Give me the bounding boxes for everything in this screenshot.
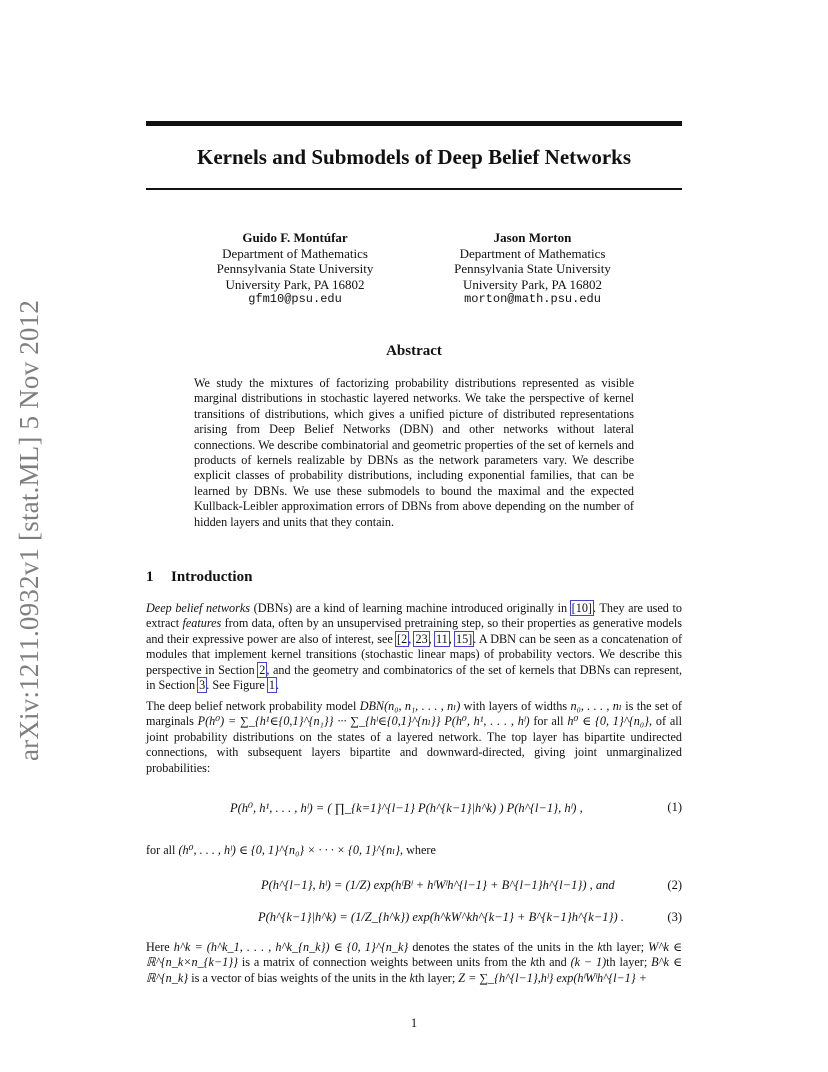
- inline-math: W^k ∈ ℝ^{n_k×n_{k−1}}: [146, 940, 682, 970]
- inline-math: k: [530, 955, 536, 970]
- section-heading: [146, 569, 252, 586]
- body-text: th and: [535, 955, 571, 970]
- body-text: for all: [529, 714, 568, 729]
- section-link[interactable]: 3: [199, 678, 206, 693]
- inline-math: h^k = (h^k_1, . . . , h^k_{n_k}) ∈ {0, 1}^{n_k}: [173, 940, 409, 954]
- body-text: with layers of widths: [460, 699, 571, 713]
- page-number: 1: [410, 1016, 418, 1030]
- inline-math: k: [409, 970, 415, 985]
- author-location: University Park, PA 16802: [463, 276, 602, 292]
- intro-paragraph-3: [146, 843, 682, 858]
- intro-paragraph-1: Deep belief networks (DBNs) are a kind of learning machine introduced originally in [10]. They are used to extract features from data, often by an unsupervised pretraining step, so their properties as generative models and their expressive power are also of interest, see [2, 23, 11, 15]. A DBN can be seen as a concatenation of modules that implement kernel transitions (stochastic linear maps) of probability vectors. We describe this perspective in Section 2, and the geometry and combinatorics of the set of kernels that DBNs can represent, in Section 3. See Figure 1.: [146, 601, 683, 693]
- body-text: (DBNs) are a kind of learning machine introduced originally in: [250, 601, 571, 615]
- equation-body: P(h⁰, h¹, . . . , hˡ) = ( ∏_{k=1}^{l−1} P(h^{k−1}|h^k) ) P(h^{l−1}, hˡ) ,: [230, 801, 583, 815]
- arxiv-identifier-stamp: [0, 290, 60, 770]
- author-location: University Park, PA 16802: [225, 276, 365, 292]
- title-top-rule: [146, 121, 682, 126]
- author-block-2: [445, 230, 620, 308]
- citation-link[interactable]: 15]: [455, 631, 473, 646]
- body-text: The deep belief network probability model: [146, 699, 360, 713]
- abstract-heading: Abstract: [386, 343, 442, 359]
- title-bottom-rule: [146, 188, 682, 190]
- author-institution: Pennsylvania State University: [216, 261, 374, 276]
- inline-math: DBN(n₀, n₁, . . . , nₗ): [359, 699, 461, 713]
- inline-math: (h⁰, . . . , hˡ) ∈ {0, 1}^{n₀} × · · · × {0, 1}^{nₗ}: [178, 843, 401, 857]
- equation-number: (3): [667, 910, 682, 924]
- inline-math: (k − 1): [570, 955, 607, 970]
- intro-paragraph-4: [146, 940, 682, 986]
- author-name: Guido F. Montúfar: [242, 230, 348, 245]
- equation-2: [146, 870, 682, 900]
- body-text: is a vector of bias weights of the units in the: [188, 970, 410, 985]
- author-block-1: [205, 230, 385, 308]
- inline-math: h⁰ ∈ {0, 1}^{n₀}: [567, 714, 649, 729]
- author-department: Department of Mathematics: [459, 245, 606, 261]
- abstract-text: We study the mixtures of factorizing probability distributions represented as visible marginal distributions in stochastic layered networks. We take the perspective of kernel transitions of distributions, which gives a unified picture of distributed representations arising from Deep Belief Networks (DBN) and other networks without lateral connections. We describe combinatorial and geometric properties of the set of kernels and products of kernels realizable by DBNs as the network parameters vary. We describe explicit classes of probability distributions, including exponential families, that can be learned by DBNs. We use these submodels to bound the maximal and the expected Kullback-Leibler approximation errors of DBNs from above depending on the number of hidden layers and units that they contain.: [194, 376, 634, 529]
- body-text: th layer;: [606, 955, 652, 970]
- inline-math: P(h⁰) = ∑_{h¹∈{0,1}^{n₁}} ··· ∑_{hˡ∈{0,1}^{nₗ}} P(h⁰, h¹, . . . , hˡ): [197, 714, 530, 729]
- equation-number: (2): [667, 878, 682, 892]
- inline-math: Z = ∑_{h^{l−1},hˡ} exp(hˡWˡh^{l−1} +: [458, 970, 647, 985]
- body-text: denotes the states of the units in the: [408, 940, 598, 954]
- emphasis-text: Deep belief networks: [146, 601, 251, 615]
- arxiv-identifier-text: arXiv:1211.0932v1 [stat.ML] 5 Nov 2012: [14, 299, 45, 761]
- section-title: Introduction: [171, 569, 253, 585]
- paper-title: Kernels and Submodels of Deep Belief Networks: [197, 145, 631, 169]
- inline-math: k: [597, 940, 603, 954]
- equation-number: (1): [667, 800, 682, 814]
- body-text: from data, often by an unsupervised pretraining step, so their properties as generative models and their expressive power are also of interest, see: [146, 616, 682, 646]
- citation-link[interactable]: 11: [435, 631, 448, 646]
- body-text: . A DBN can be seen as a concatenation of modules that implement kernel transitions (stochastic linear maps) of probability vectors. We describe this perspective in Section: [146, 631, 682, 677]
- body-text: .: [275, 678, 279, 693]
- inline-math: B^k ∈ ℝ^{n_k}: [146, 955, 682, 985]
- equation-1: [146, 790, 682, 830]
- section-number: 1: [146, 569, 154, 585]
- citation-link[interactable]: [2: [397, 631, 408, 646]
- body-text: . See Figure: [206, 678, 268, 693]
- body-text: is a matrix of connection weights between units from the: [238, 955, 531, 970]
- citation-link[interactable]: 23: [415, 631, 428, 646]
- author-name: Jason Morton: [493, 230, 572, 245]
- author-institution: Pennsylvania State University: [454, 261, 611, 276]
- body-text: th layer;: [602, 940, 649, 954]
- section-link[interactable]: 2: [259, 662, 266, 677]
- equation-3: [146, 902, 682, 932]
- author-email: gfm10@psu.edu: [248, 292, 342, 306]
- figure-link[interactable]: 1: [268, 678, 275, 693]
- citation-link[interactable]: [10]: [571, 601, 592, 615]
- equation-body: P(h^{k−1}|h^k) = (1/Z_{h^k}) exp(h^kW^kh^{k−1} + B^{k−1}h^{k−1}) .: [258, 910, 624, 924]
- equation-body: P(h^{l−1}, hˡ) = (1/Z) exp(hˡBˡ + hˡWˡh^{l−1} + B^{l−1}h^{l−1}) , and: [261, 878, 615, 892]
- body-text: , and the geometry and combinatorics of the set of kernels that DBNs can represent, in Section: [146, 662, 683, 693]
- body-text: is the set of marginals: [146, 699, 682, 729]
- body-text: . They are used to extract: [146, 601, 682, 631]
- body-text: , of all joint probability distributions on the states of a layered network. The top layer has bipartite undirected connections, with subsequent layers bipartite and downward-directed, giving joint unmarginalized probabilities:: [146, 714, 682, 775]
- emphasis-text: features: [182, 616, 222, 631]
- body-text: Here: [146, 940, 174, 954]
- body-text: th layer;: [414, 970, 459, 985]
- body-text: for all: [146, 843, 179, 857]
- author-email: morton@math.psu.edu: [464, 292, 601, 306]
- body-text: , where: [400, 843, 436, 857]
- inline-math: n₀, . . . , nₗ: [570, 699, 622, 713]
- author-department: Department of Mathematics: [222, 245, 368, 261]
- intro-paragraph-2: [146, 699, 682, 776]
